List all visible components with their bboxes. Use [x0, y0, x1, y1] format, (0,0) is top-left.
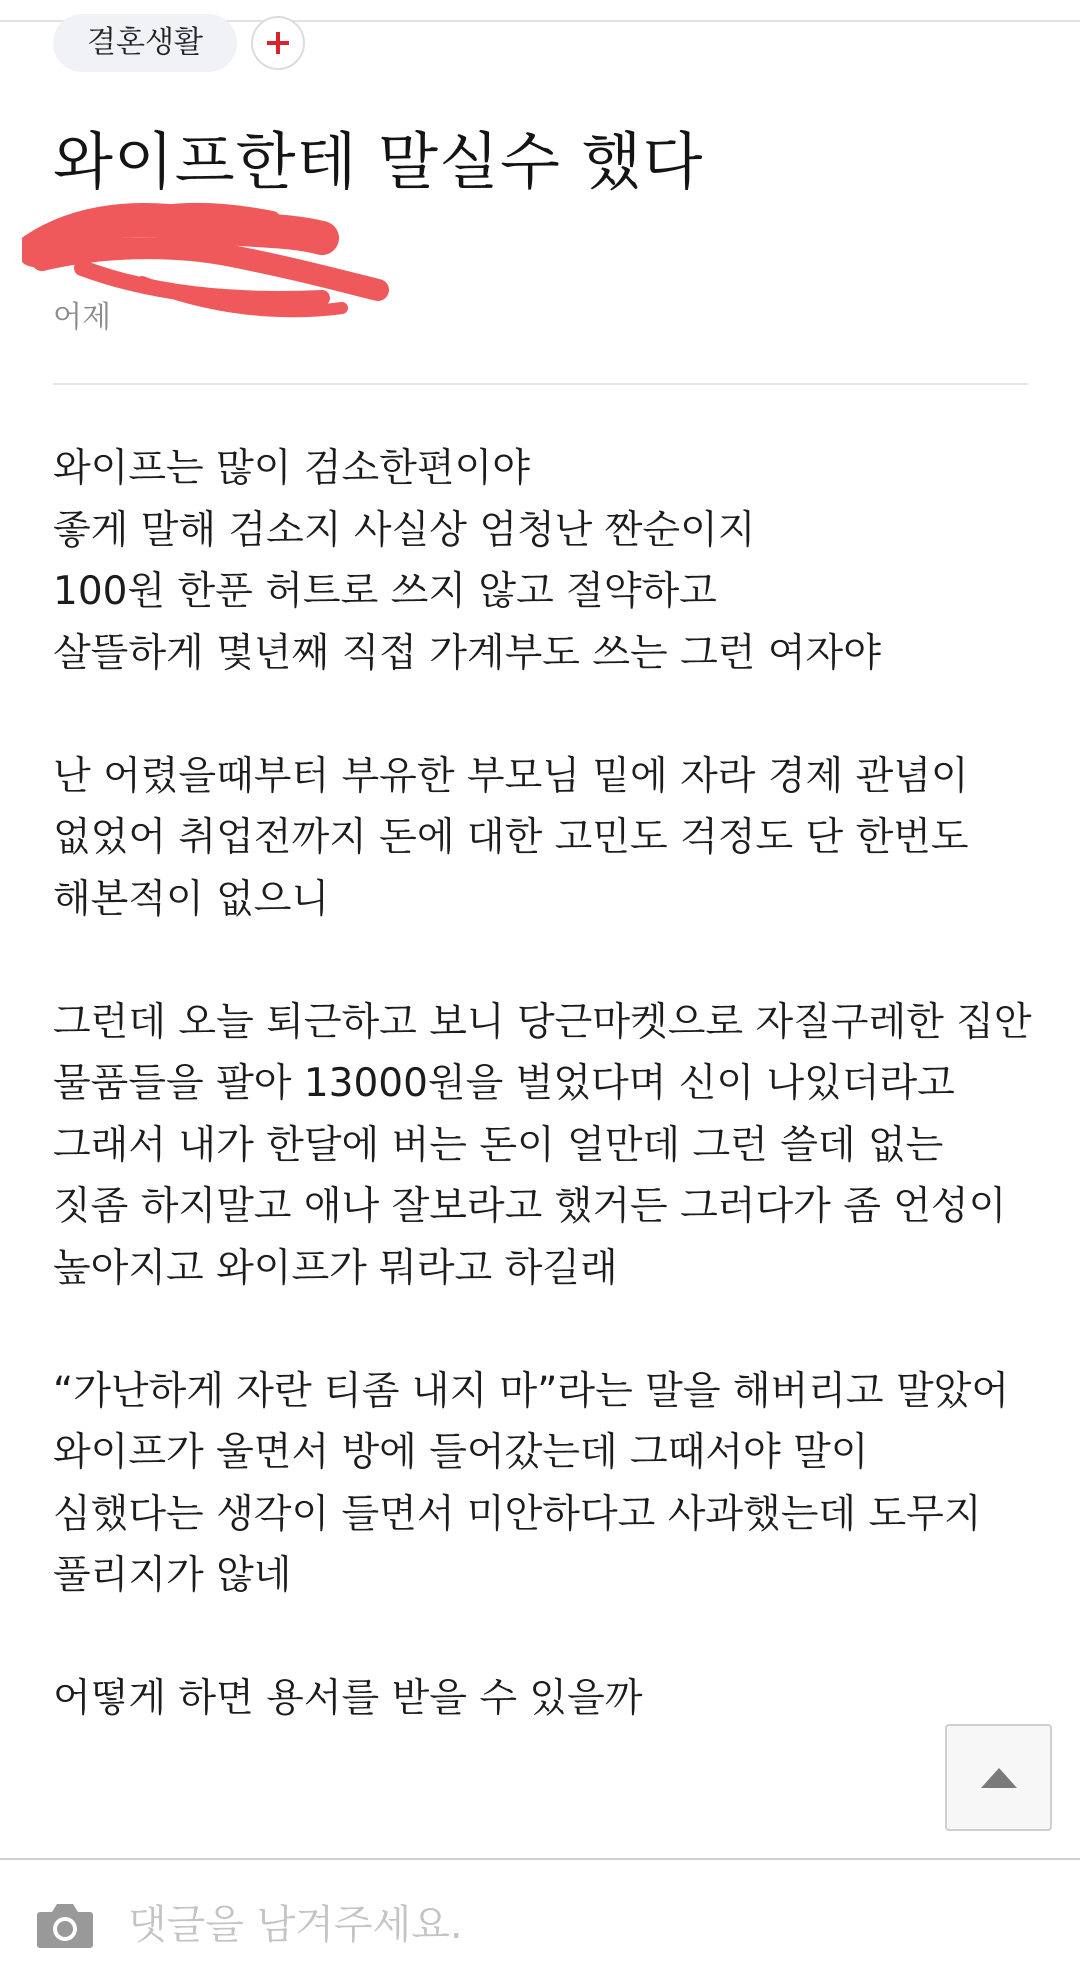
paragraph-gap — [53, 684, 1028, 746]
post-line: 풀리지가 않네 — [53, 1553, 292, 1598]
post-body — [53, 438, 1032, 1730]
post-line: 짓좀 하지말고 애나 잘보라고 했거든 그러다가 좀 언성이 — [53, 1184, 1007, 1229]
paragraph-gap — [53, 1607, 1028, 1669]
category-row — [53, 14, 305, 72]
post-line: 와이프가 울면서 방에 들어갔는데 그때서야 말이 — [53, 1430, 869, 1475]
post-line: 100원 한푼 허트로 쓰지 않고 절약하고 — [53, 569, 717, 614]
paragraph-gap — [53, 930, 1028, 992]
post-line: 해본적이 없으니 — [53, 876, 330, 922]
category-chip-label: 결혼생활 — [87, 25, 203, 60]
paragraph-gap — [53, 1299, 1028, 1361]
comment-input[interactable] — [128, 1890, 1028, 1960]
header-divider — [53, 383, 1028, 385]
scroll-to-top-button[interactable] — [945, 1724, 1052, 1831]
post-line: 심했다는 생각이 들면서 미안하다고 사과했는데 도무지 — [53, 1491, 982, 1537]
post-line: 어떻게 하면 용서를 받을 수 있을까 — [53, 1676, 643, 1721]
post-date: 어제 — [53, 300, 111, 335]
post-line: 물품들을 팔아 13000원을 벌었다며 신이 나있더라고 — [53, 1061, 955, 1106]
add-category-button[interactable] — [251, 16, 305, 70]
post-line: 높아지고 와이프가 뭐라고 하길래 — [53, 1245, 618, 1291]
post-line: 좋게 말해 검소지 사실상 엄청난 짠순이지 — [53, 507, 756, 553]
camera-icon[interactable] — [36, 1900, 94, 1950]
triangle-up-icon — [979, 1766, 1019, 1790]
comment-bar — [0, 1860, 1080, 1987]
post-line: “가난하게 자란 티좀 내지 마”라는 말을 해버리고 말았어 — [53, 1368, 1010, 1414]
post-line: 그래서 내가 한달에 버는 돈이 얼만데 그런 쓸데 없는 — [53, 1122, 944, 1168]
post-line: 난 어렸을때부터 부유한 부모님 밑에 자라 경제 관념이 — [53, 753, 969, 799]
post-title: 와이프한테 말실수 했다 — [53, 125, 704, 198]
category-chip[interactable] — [53, 14, 237, 72]
post-line: 없었어 취업전까지 돈에 대한 고민도 걱정도 단 한번도 — [53, 815, 969, 860]
post-line: 그런데 오늘 퇴근하고 보니 당근마켓으로 자질구레한 집안 — [53, 999, 1032, 1045]
plus-icon — [265, 30, 291, 56]
post-line: 와이프는 많이 검소한편이야 — [53, 446, 530, 491]
post-line: 살뜰하게 몇년째 직접 가계부도 쓰는 그런 여자야 — [53, 630, 881, 676]
